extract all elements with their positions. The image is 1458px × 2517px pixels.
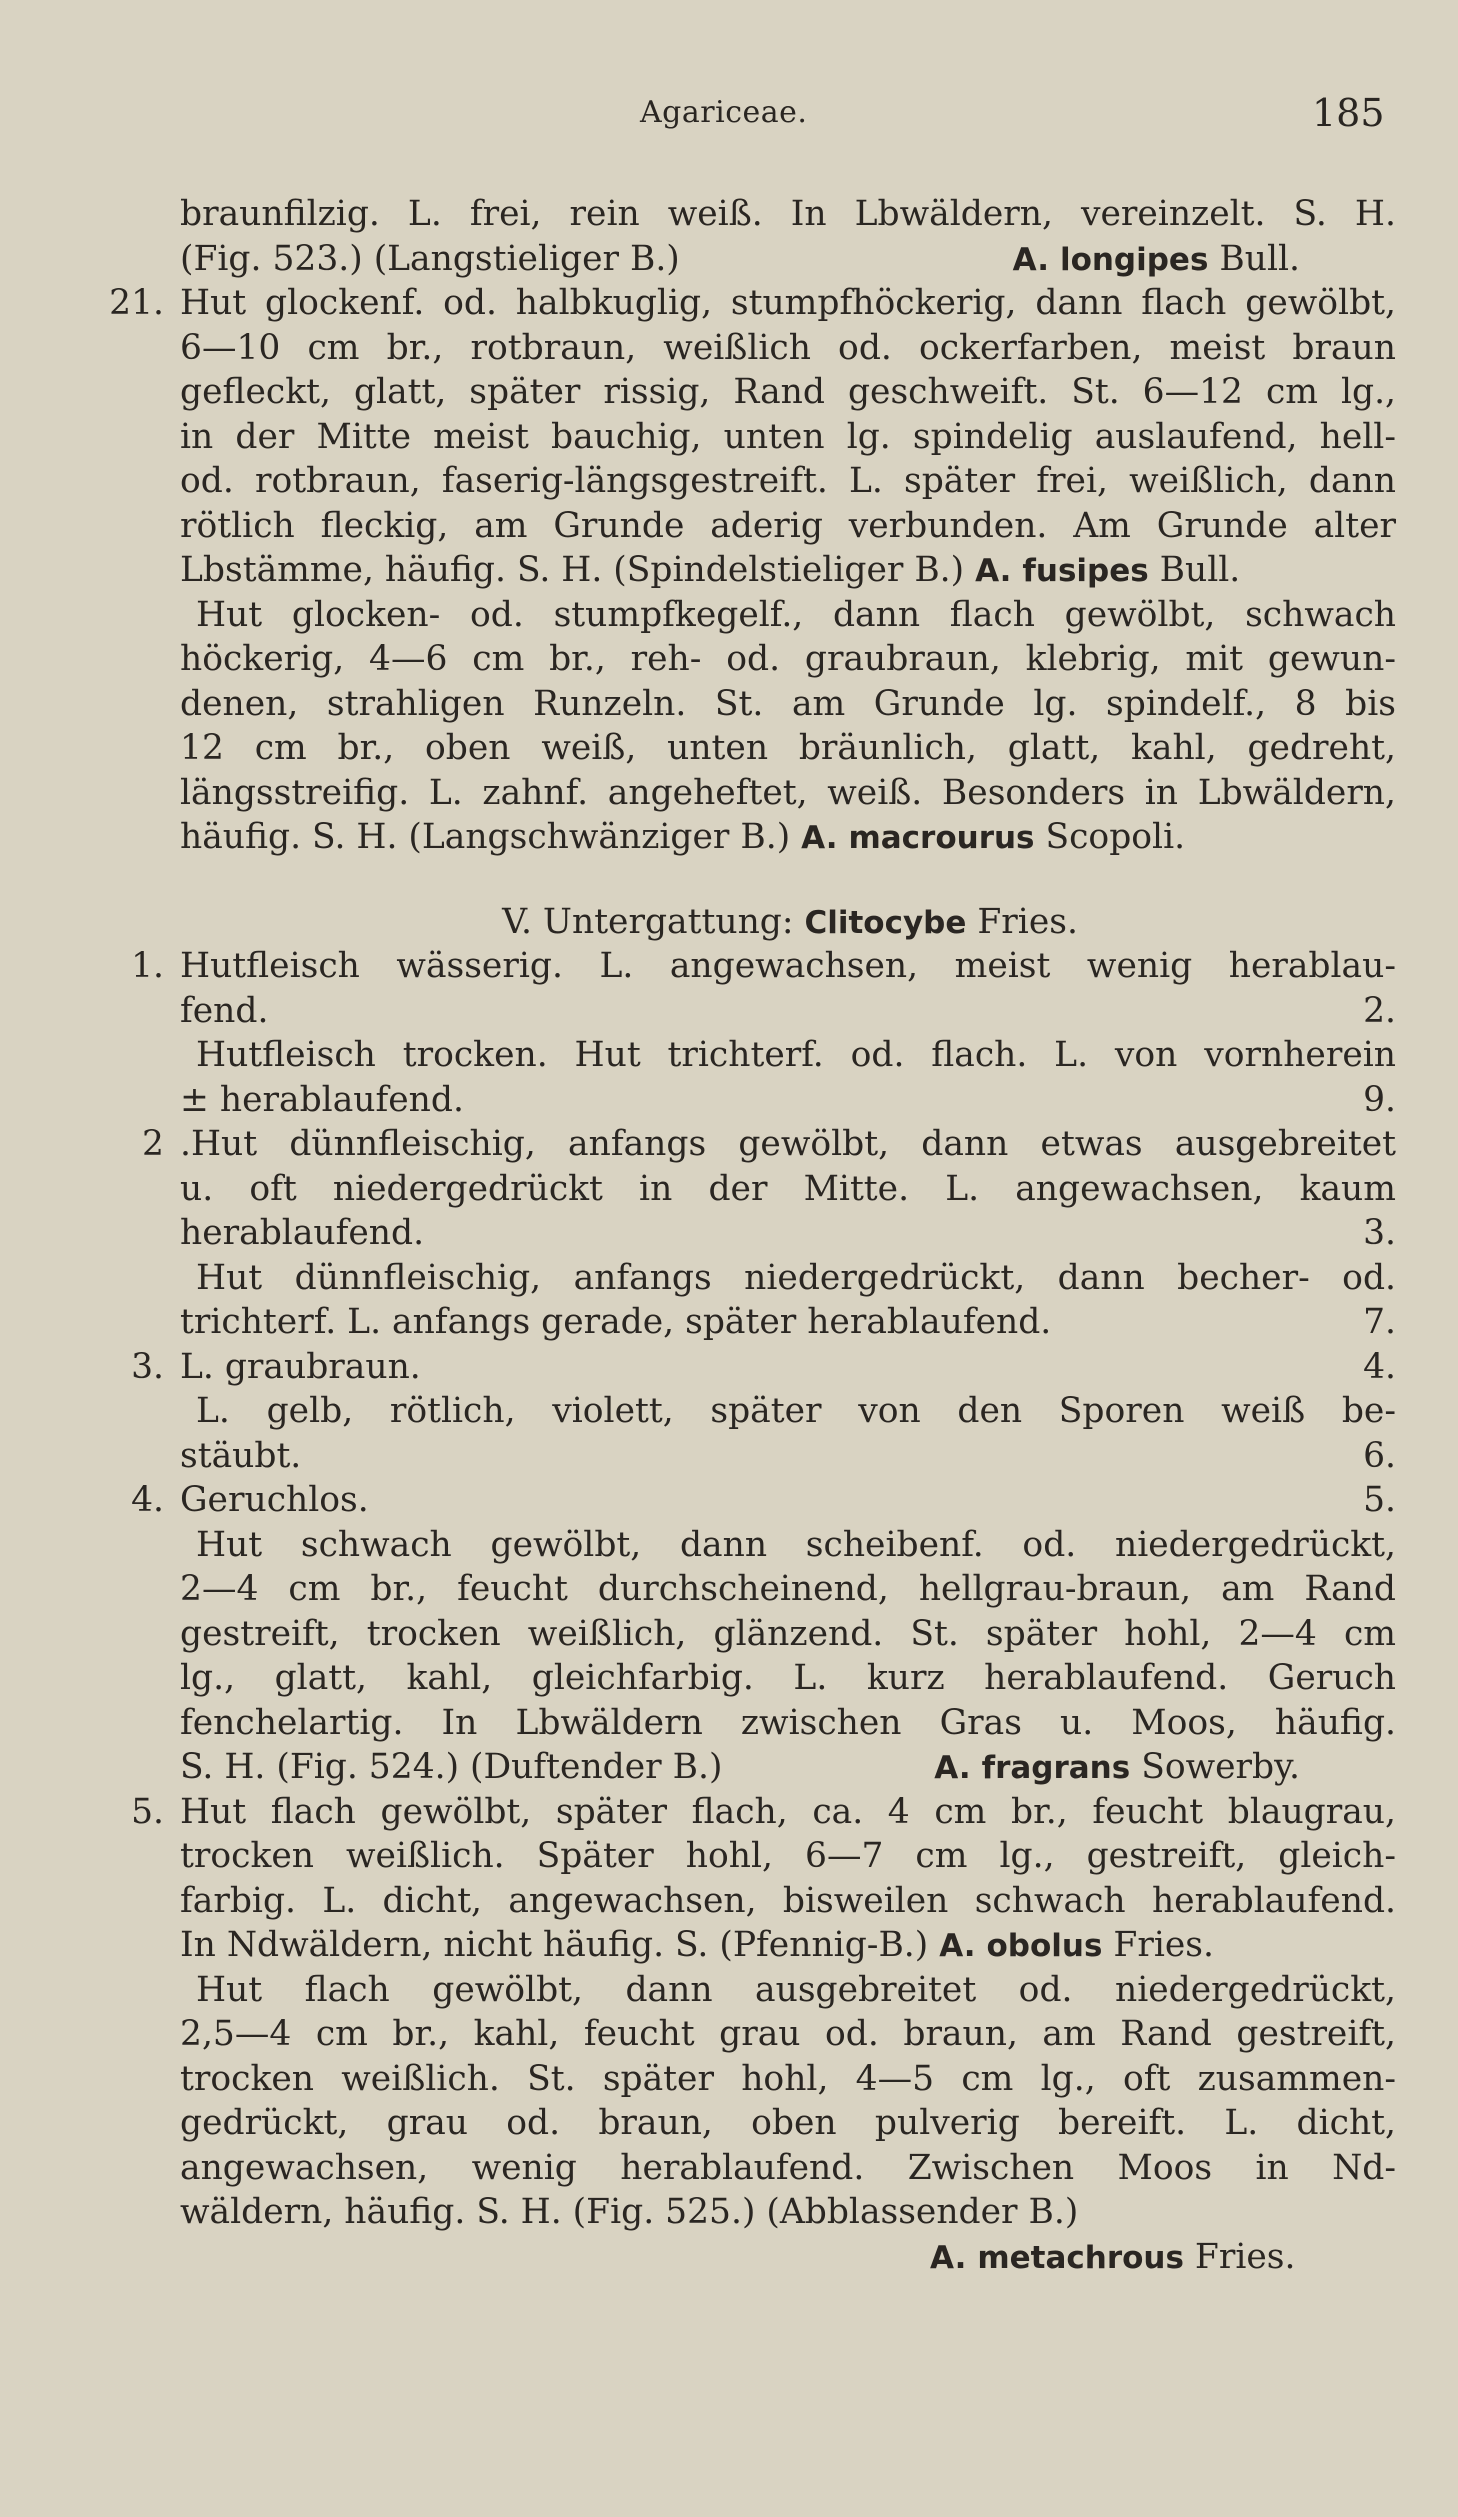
text-line xyxy=(100,771,1400,816)
species-genus: A. xyxy=(930,2239,967,2276)
line-text: S. H. (Fig. 524.) (Duftender B.) xyxy=(180,1747,723,1787)
text-line xyxy=(100,192,1400,237)
text-line xyxy=(100,2190,1400,2235)
line-text: 2,5—4 cm br., kahl, feucht grau od. braun, am Rand gestreift, xyxy=(180,2014,1396,2054)
text-line xyxy=(100,1968,1400,2013)
text-line xyxy=(100,1567,1400,1612)
species-epithet: longipes xyxy=(1059,241,1209,278)
text-line xyxy=(100,944,1400,989)
text-line xyxy=(100,1612,1400,1657)
line-text: gestreift, trocken weißlich, glänzend. St. später hohl, 2—4 cm xyxy=(180,1613,1396,1654)
text-line xyxy=(100,459,1400,504)
line-text: in der Mitte meist bauchig, unten lg. spindelig auslaufend, hell- xyxy=(180,416,1396,457)
text-line xyxy=(100,415,1400,460)
line-text: stäubt. xyxy=(180,1435,302,1476)
line-text: häufig. S. H. (Langschwänziger B.) A. macrourus Scopoli. xyxy=(180,817,1186,857)
species-author: Fries. xyxy=(977,901,1078,942)
species-author: Fries. xyxy=(1194,2236,1296,2277)
species-name xyxy=(934,1747,1300,1787)
species-epithet: macrourus xyxy=(848,820,1035,856)
line-text: gedrückt, grau od. braun, oben pulverig bereift. L. dicht, xyxy=(180,2103,1396,2143)
text-line xyxy=(100,1434,1400,1479)
species-name xyxy=(1013,239,1300,279)
text-line xyxy=(100,1879,1400,1924)
line-text: V. Untergattung: Clitocybe Fries. xyxy=(502,901,1078,942)
line-text: farbig. L. dicht, angewachsen, bisweilen schwach herablaufend. xyxy=(180,1880,1396,1921)
text-line xyxy=(100,1745,1400,1790)
line-text: wäldern, häufig. S. H. (Fig. 525.) (Abblassender B.) xyxy=(180,2192,1079,2232)
line-text: od. rotbraun, faserig-längsgestreift. L. später frei, weißlich, dann xyxy=(180,461,1396,501)
key-lead-number: 6. xyxy=(1363,1435,1396,1476)
line-text-species xyxy=(934,1745,1300,1791)
entry-number: 1. xyxy=(131,946,164,986)
line-text: lg., glatt, kahl, gleichfarbig. L. kurz herablaufend. Geruch xyxy=(180,1658,1396,1698)
text-line xyxy=(100,504,1400,549)
line-text: trocken weißlich. St. später hohl, 4—5 cm lg., oft zusammen- xyxy=(180,2058,1396,2099)
line-text: Hut dünnfleischig, anfangs niedergedrückt, dann becher- od. xyxy=(196,1257,1396,1298)
line-text: Geruchlos. xyxy=(180,1480,369,1520)
text-line xyxy=(100,682,1400,727)
running-title: Agariceae. xyxy=(640,95,808,130)
text-line xyxy=(100,2101,1400,2146)
text-line xyxy=(100,815,1400,860)
text-line xyxy=(100,1923,1400,1968)
species-author: Bull. xyxy=(1219,238,1300,279)
line-text: 2—4 cm br., feucht durchscheinend, hellgrau-braun, am Rand xyxy=(180,1569,1396,1609)
species-epithet: Clitocybe xyxy=(804,904,967,941)
text-line xyxy=(100,1167,1400,1212)
key-lead-number: 7. xyxy=(1363,1302,1396,1342)
text-line xyxy=(100,1656,1400,1701)
text-line xyxy=(100,1701,1400,1746)
line-text xyxy=(930,2235,1295,2281)
text-line xyxy=(100,1478,1400,1523)
key-lead-number: 9. xyxy=(1363,1079,1396,1120)
line-text: angewachsen, wenig herablaufend. Zwischen Moos in Nd- xyxy=(180,2147,1396,2188)
text-line xyxy=(100,1790,1400,1835)
line-text-species xyxy=(1013,237,1300,283)
line-text: längsstreifig. L. zahnf. angeheftet, weiß. Besonders in Lbwäldern, xyxy=(180,772,1396,813)
key-lead-number: 3. xyxy=(1363,1213,1396,1253)
line-text: 12 cm br., oben weiß, unten bräunlich, glatt, kahl, gedreht, xyxy=(180,728,1396,768)
text-line xyxy=(100,548,1400,593)
line-text: Hutfleisch wässerig. L. angewachsen, meist wenig herablau- xyxy=(180,946,1396,986)
text-line xyxy=(100,726,1400,771)
line-text: höckerig, 4—6 cm br., reh- od. graubraun, klebrig, mit gewun- xyxy=(180,639,1396,679)
line-text: Hut glocken- od. stumpfkegelf., dann flach gewölbt, schwach xyxy=(196,594,1396,635)
species-author: Bull. xyxy=(1159,550,1241,590)
line-text: (Fig. 523.) (Langstieliger B.) xyxy=(180,238,680,279)
text-line xyxy=(100,237,1400,282)
text-line xyxy=(100,1300,1400,1345)
line-text: Hut flach gewölbt, dann ausgebreitet od. niedergedrückt, xyxy=(196,1969,1396,2010)
text-line xyxy=(100,900,1400,945)
text-line xyxy=(100,989,1400,1034)
line-text: trichterf. L. anfangs gerade, später herablaufend. xyxy=(180,1302,1052,1342)
text-line xyxy=(100,1033,1400,1078)
page-number: 185 xyxy=(1312,91,1385,135)
line-text: ± herablaufend. xyxy=(180,1079,464,1120)
text-line xyxy=(100,326,1400,371)
entry-number: 2 xyxy=(142,1124,164,1164)
key-lead-number: 5. xyxy=(1363,1480,1396,1520)
line-text: trocken weißlich. Später hohl, 6—7 cm lg., gestreift, gleich- xyxy=(180,1836,1396,1876)
page-header xyxy=(0,91,1458,145)
line-text: denen, strahligen Runzeln. St. am Grunde lg. spindelf., 8 bis xyxy=(180,683,1396,724)
line-text: rötlich fleckig, am Grunde aderig verbunden. Am Grunde alter xyxy=(180,505,1396,546)
text-line xyxy=(100,1389,1400,1434)
line-text: fenchelartig. In Lbwäldern zwischen Gras u. Moos, häufig. xyxy=(180,1702,1396,1743)
text-line xyxy=(100,1345,1400,1390)
text-line xyxy=(100,2012,1400,2057)
text-line xyxy=(100,1122,1400,1167)
line-text: 6—10 cm br., rotbraun, weißlich od. ockerfarben, meist braun xyxy=(180,327,1396,368)
species-name xyxy=(975,550,1240,590)
species-name xyxy=(930,2237,1295,2277)
species-author: Sowerby. xyxy=(1141,1747,1300,1787)
line-text: .Hut dünnfleischig, anfangs gewölbt, dann etwas ausgebreitet xyxy=(180,1124,1396,1164)
species-epithet: metachrous xyxy=(977,2239,1184,2276)
text-line xyxy=(100,2146,1400,2191)
text-line xyxy=(100,593,1400,638)
line-text: Lbstämme, häufig. S. H. (Spindelstieliger B.) A. fusipes Bull. xyxy=(180,550,1241,590)
species-epithet: fusipes xyxy=(1022,553,1149,589)
line-text: In Ndwäldern, nicht häufig. S. (Pfennig-B.) A. obolus Fries. xyxy=(180,1925,1214,1965)
line-text: Hut schwach gewölbt, dann scheibenf. od. niedergedrückt, xyxy=(196,1524,1396,1565)
species-name xyxy=(801,817,1185,857)
species-genus: A. xyxy=(934,1750,971,1786)
species-name xyxy=(939,1925,1214,1965)
text-line xyxy=(100,370,1400,415)
line-text: Hut glockenf. od. halbkuglig, stumpfhöckerig, dann flach gewölbt, xyxy=(180,283,1396,323)
line-text: gefleckt, glatt, später rissig, Rand geschweift. St. 6—12 cm lg., xyxy=(180,372,1396,412)
species-author: Fries. xyxy=(1113,1925,1214,1965)
entry-number: 4. xyxy=(131,1480,164,1520)
line-text: Hut flach gewölbt, später flach, ca. 4 cm br., feucht blaugrau, xyxy=(180,1791,1396,1832)
page-body xyxy=(100,192,1400,2279)
line-text: L. gelb, rötlich, violett, später von den Sporen weiß be- xyxy=(196,1391,1396,1431)
species-genus: A. xyxy=(939,1928,976,1964)
text-line xyxy=(100,1256,1400,1301)
text-line xyxy=(100,1834,1400,1879)
text-line xyxy=(100,637,1400,682)
species-genus: A. xyxy=(1012,241,1049,278)
line-text: braunfilzig. L. frei, rein weiß. In Lbwäldern, vereinzelt. S. H. xyxy=(180,194,1396,234)
line-text: L. graubraun. xyxy=(180,1346,421,1387)
species-epithet: fragrans xyxy=(981,1750,1131,1786)
species-name xyxy=(804,902,1077,942)
line-text: Hutfleisch trocken. Hut trichterf. od. flach. L. von vornherein xyxy=(196,1035,1396,1075)
species-epithet: obolus xyxy=(986,1928,1103,1964)
key-lead-number: 4. xyxy=(1363,1346,1396,1387)
species-genus: A. xyxy=(801,820,838,856)
key-lead-number: 2. xyxy=(1363,990,1396,1031)
entry-number: 3. xyxy=(131,1346,164,1387)
line-text: herablaufend. xyxy=(180,1213,425,1253)
text-line xyxy=(100,1078,1400,1123)
text-line xyxy=(100,2235,1400,2280)
entry-number: 5. xyxy=(131,1791,164,1832)
text-line xyxy=(100,860,1400,900)
species-author: Scopoli. xyxy=(1045,817,1186,857)
text-line xyxy=(100,281,1400,326)
text-line xyxy=(100,1211,1400,1256)
entry-number: 21. xyxy=(109,283,164,323)
line-text: u. oft niedergedrückt in der Mitte. L. angewachsen, kaum xyxy=(180,1168,1396,1209)
text-line xyxy=(100,2057,1400,2102)
line-text: fend. xyxy=(180,990,269,1031)
species-genus: A. xyxy=(975,553,1012,589)
text-line xyxy=(100,1523,1400,1568)
